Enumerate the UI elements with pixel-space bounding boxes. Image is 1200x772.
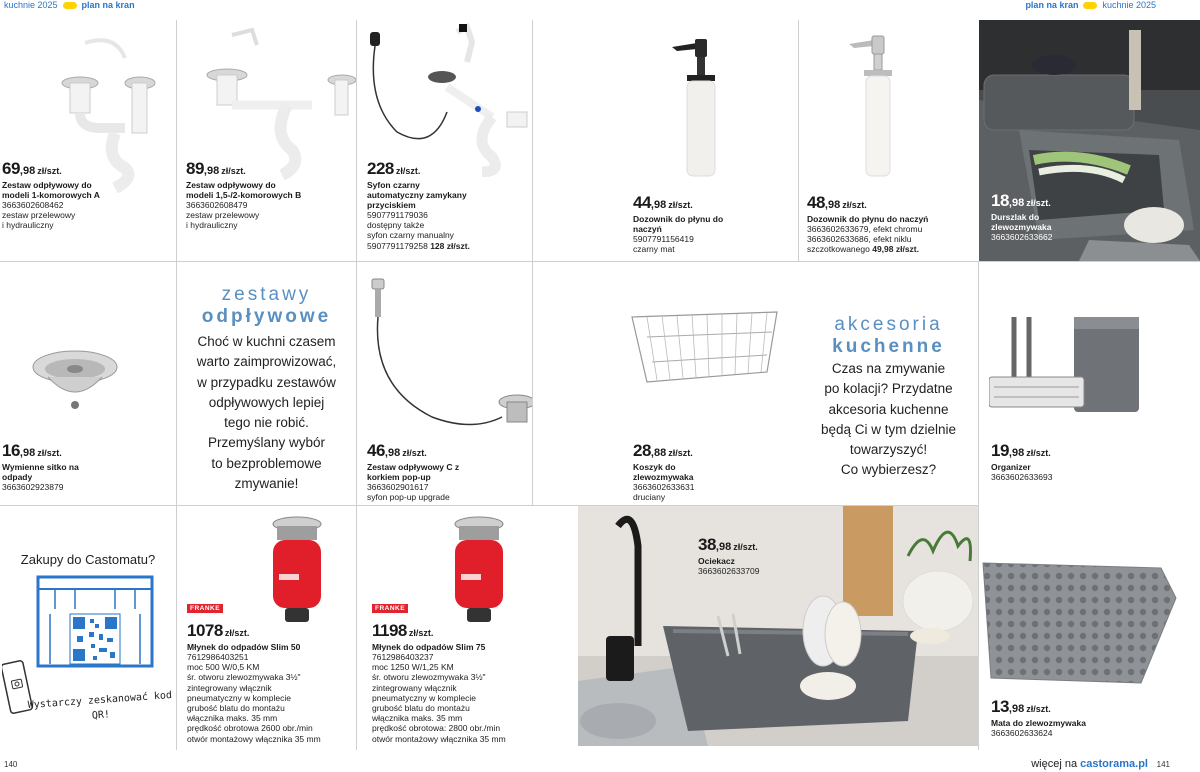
sink-mat-image: [981, 558, 1181, 688]
promo-text-line: towarzyszyć!: [849, 442, 928, 457]
pill-icon: [1083, 2, 1097, 9]
product-desc: druciany: [633, 492, 666, 503]
product-info: [698, 536, 818, 576]
product-spec: włącznika maks. 35 mm: [187, 713, 278, 724]
product-name: Młynek do odpadów Slim 75: [372, 642, 486, 652]
product-ean: 7612986403237: [372, 652, 434, 663]
product-card[interactable]: [799, 20, 978, 261]
product-spec: śr. otworu zlewozmywaka 3½": [372, 672, 486, 683]
footer-site-link[interactable]: castorama.pl: [1080, 758, 1148, 770]
product-spec: zintegrowany włącznik: [372, 682, 457, 693]
product-card[interactable]: [979, 506, 1200, 756]
product-ean: 5907791179036: [367, 210, 428, 221]
product-info: [991, 192, 1191, 242]
price: 44,98 zł/szt.: [633, 193, 693, 212]
product-spec: moc 500 W/0,5 KM: [187, 662, 260, 673]
franke-logo: FRANKE: [372, 604, 408, 613]
product-ean: 3663602608462: [2, 200, 64, 211]
promo-text-line: warto zaimprowizować,: [196, 354, 337, 370]
price: 228 zł/szt.: [367, 159, 421, 178]
promo-title-line: odpływowe: [201, 305, 332, 327]
product-info: [2, 442, 174, 492]
sink-strainer-image: [30, 347, 120, 412]
product-info: [633, 442, 798, 502]
footer-link[interactable]: [1031, 758, 1148, 770]
soap-dispenser-black-image: [667, 35, 737, 180]
product-info: [367, 442, 532, 502]
product-name: Syfon czarny automatyczny zamykany przyciskiem: [367, 180, 467, 211]
franke-logo: FRANKE: [187, 604, 223, 613]
product-name: Młynek do odpadów Slim 50: [187, 642, 301, 652]
product-info: [991, 698, 1191, 738]
pill-icon: [63, 2, 77, 9]
promo-title: [799, 314, 978, 358]
product-info: [372, 622, 537, 744]
product-spec: prędkość obrotowa 2600 obr./min: [187, 723, 313, 734]
product-desc: zestaw przelewowy: [186, 210, 260, 221]
product-name: Ociekacz: [698, 556, 735, 566]
product-name: Dozownik do płynu do naczyń: [633, 214, 724, 235]
promo-text-line: akcesoria kuchenne: [828, 401, 949, 417]
product-card[interactable]: [0, 262, 176, 505]
product-spec: zintegrowany włącznik: [187, 682, 272, 693]
product-spec: pneumatyczny w komplecie: [187, 692, 291, 703]
product-card[interactable]: [622, 262, 798, 505]
divider: [532, 261, 533, 505]
product-ean: 3663602923879: [2, 482, 64, 493]
promo-text-line: Co wybierzesz?: [840, 462, 937, 478]
price: 46,98 zł/szt.: [367, 441, 427, 460]
header-section: kuchnie 2025: [1102, 0, 1156, 10]
product-ean: 3663602633662: [991, 232, 1053, 243]
price: 48,98 zł/szt.: [807, 193, 867, 212]
product-desc: 3663602633679, efekt chromu: [807, 224, 923, 235]
price: 28,88 zł/szt.: [633, 441, 693, 460]
product-ean: 3663602633624: [991, 728, 1053, 739]
header-section: kuchnie 2025: [4, 0, 58, 10]
promo-title-line: akcesoria: [834, 314, 943, 335]
product-info: [186, 160, 351, 231]
product-card[interactable]: [979, 262, 1200, 505]
drain-set-image: [192, 25, 356, 180]
soap-dispenser-chrome-image: [844, 32, 914, 182]
product-spec: grubość blatu do montażu: [372, 702, 470, 713]
product-info: [187, 622, 355, 744]
castomat-hint: Wystarczy zeskanować kod QR!: [27, 689, 173, 722]
header-right: [1025, 0, 1156, 10]
promo-text-line: Przemyślany wybór: [207, 435, 326, 451]
price: 89,98 zł/szt.: [186, 159, 246, 178]
price: 1078 zł/szt.: [187, 621, 250, 640]
product-spec: włącznika maks. 35 mm: [372, 713, 463, 724]
promo-title-line: kuchenne: [832, 335, 945, 357]
promo-text-line: tego nie robić.: [224, 415, 309, 430]
promo-text-line: zmywanie!: [234, 475, 299, 491]
promo-text-line: Choć w kuchni czasem: [197, 334, 336, 349]
product-card[interactable]: [177, 20, 356, 261]
castomat-panel: [0, 506, 176, 756]
promo-title: [177, 284, 356, 328]
page-number-right: 141: [1156, 760, 1170, 769]
product-card[interactable]: [0, 20, 176, 261]
promo-drains: [177, 262, 356, 505]
promo-text-line: odpływowych lepiej: [208, 394, 325, 410]
product-info: [2, 160, 174, 231]
promo-text-line: będą Ci w tym dzielnie: [820, 421, 957, 437]
product-desc: czarny mat: [633, 244, 675, 255]
castomat-question: Zakupy do Castomatu?: [20, 552, 156, 567]
product-ean: 3663602901617: [367, 482, 429, 493]
product-spec: otwór montażowy włącznika 35 mm: [372, 733, 506, 744]
product-card[interactable]: [578, 506, 978, 746]
castomat-locker-icon: [35, 574, 155, 669]
product-card[interactable]: [357, 262, 532, 505]
wire-basket-image: [627, 307, 787, 392]
product-ean: 5907791156419: [633, 234, 694, 245]
product-name: Mata do zlewozmywaka: [991, 718, 1086, 728]
footer-more-label: więcej na: [1031, 758, 1078, 770]
product-info: [807, 194, 977, 255]
product-name: Koszyk do zlewozmywaka: [633, 462, 694, 483]
price: 19,98 zł/szt.: [991, 441, 1051, 460]
product-ean: 3663602633709: [698, 566, 760, 577]
product-info: [633, 194, 798, 254]
product-name: Zestaw odpływowy do modeli 1,5-/2-komorowych B: [186, 180, 302, 201]
product-spec: pneumatyczny w komplecie: [372, 692, 476, 703]
product-info: [367, 160, 532, 251]
price: 16,98 zł/szt.: [2, 441, 62, 460]
product-desc: syfon czarny manualny: [367, 230, 454, 241]
product-desc: 5907791179258 128 zł/szt.: [367, 240, 470, 251]
header-tag: plan na kran: [81, 0, 135, 10]
product-name: Zestaw odpływowy C z korkiem pop-up: [367, 462, 460, 483]
promo-accessories: [799, 262, 978, 505]
garbage-disposer-image: [267, 514, 327, 626]
product-name: Organizer: [991, 462, 1031, 472]
price: 13,98 zł/szt.: [991, 697, 1051, 716]
promo-text-line: po kolacji? Przydatne: [824, 381, 953, 397]
product-card[interactable]: [979, 20, 1200, 261]
product-desc: dostępny także: [367, 220, 425, 231]
popup-drain-image: [362, 277, 532, 437]
black-siphon-image: [362, 22, 532, 177]
product-card[interactable]: [357, 506, 537, 756]
product-spec: otwór montażowy włącznika 35 mm: [187, 733, 321, 744]
product-desc: zestaw przelewowy: [2, 210, 76, 221]
product-desc: 3663602633686, efekt niklu: [807, 234, 912, 245]
product-name: Durszlak do zlewozmywaka: [991, 212, 1052, 233]
promo-text-line: to bezproblemowe: [211, 455, 322, 471]
price: 69,98 zł/szt.: [2, 159, 62, 178]
promo-text: [799, 359, 978, 481]
promo-text-line: w przypadku zestawów: [197, 374, 336, 390]
organizer-image: [989, 307, 1149, 417]
product-card[interactable]: [622, 20, 798, 261]
header-left: [4, 0, 135, 10]
product-desc: szczotkowanego 49,98 zł/szt.: [807, 244, 919, 255]
product-name: Wymienne sitko na odpady: [2, 462, 79, 483]
product-info: [991, 442, 1191, 482]
header-tag: plan na kran: [1025, 0, 1079, 10]
product-ean: 7612986403251: [187, 652, 249, 663]
product-name: Zestaw odpływowy do modeli 1-komorowych A: [2, 180, 100, 201]
product-card[interactable]: [357, 20, 532, 261]
product-card[interactable]: [177, 506, 356, 756]
product-desc: i hydrauliczny: [186, 220, 238, 231]
product-ean: 3663602633693: [991, 472, 1053, 483]
price: 18,98 zł/szt.: [991, 191, 1051, 210]
product-desc: syfon pop-up upgrade: [367, 492, 450, 503]
product-spec: śr. otworu zlewozmywaka 3½": [187, 672, 301, 683]
product-ean: 3663602608479: [186, 200, 248, 211]
product-ean: 3663602633631: [633, 482, 695, 493]
price: 1198 zł/szt.: [372, 621, 434, 640]
garbage-disposer-image: [449, 514, 509, 626]
product-spec: grubość blatu do montażu: [187, 702, 285, 713]
product-spec: moc 1250 W/1,25 KM: [372, 662, 454, 673]
product-name: Dozownik do płynu do naczyń: [807, 214, 929, 224]
product-spec: prędkość obrotowa: 2800 obr./min: [372, 723, 501, 734]
divider: [532, 20, 533, 261]
promo-title-line: zestawy: [221, 284, 312, 305]
product-desc: i hydrauliczny: [2, 220, 54, 231]
promo-text-line: Czas na zmywanie: [831, 361, 946, 376]
price: 38,98 zł/szt.: [698, 535, 758, 554]
promo-text: [177, 332, 356, 494]
page-number-left: 140: [4, 760, 18, 769]
